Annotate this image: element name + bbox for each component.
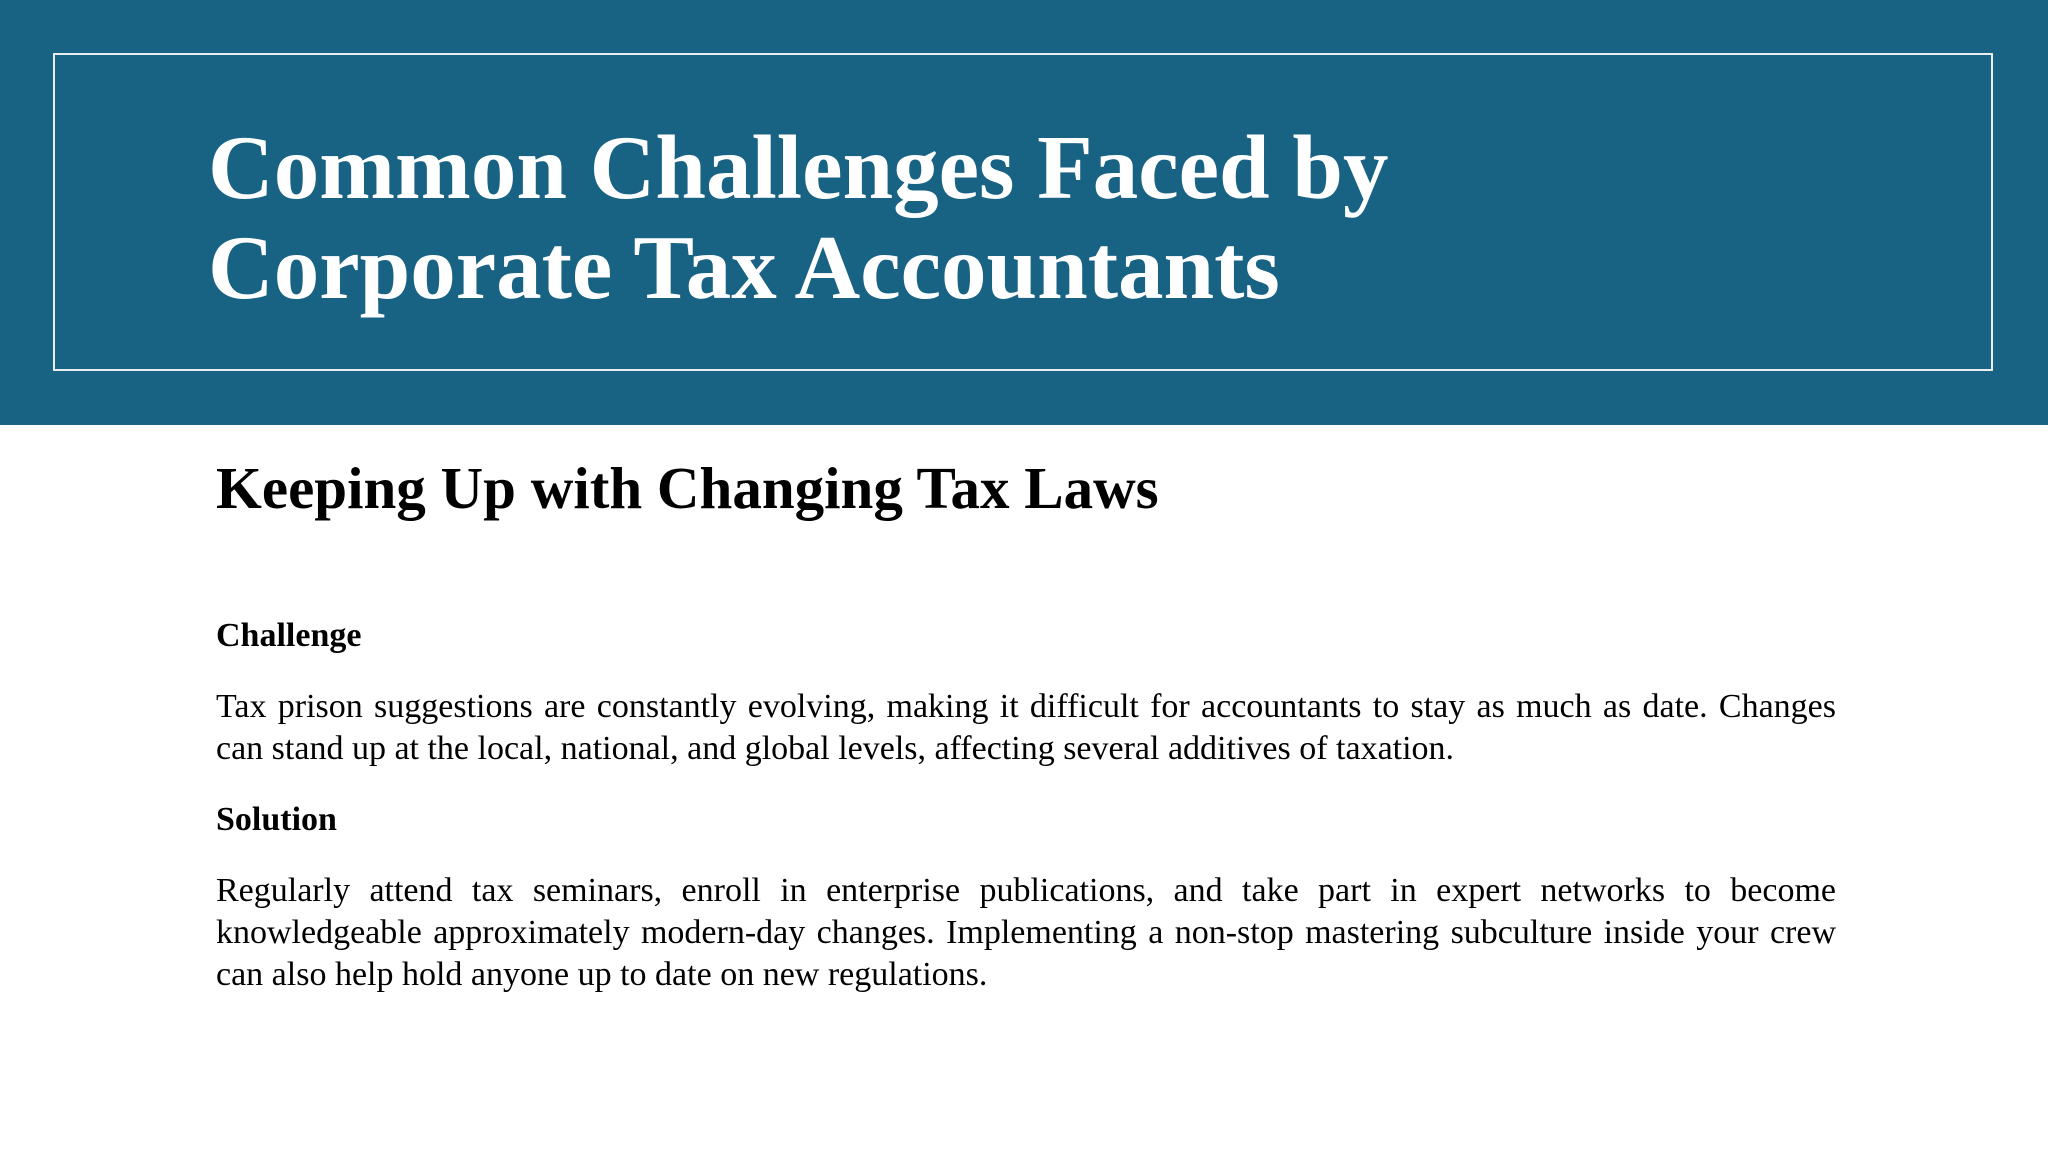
solution-label: Solution (216, 801, 337, 838)
section-heading: Keeping Up with Changing Tax Laws (216, 455, 1159, 521)
content-area (216, 448, 1836, 996)
header-band (0, 0, 2048, 425)
challenge-label: Challenge (216, 617, 362, 654)
solution-paragraph: Regularly attend tax seminars, enroll in enterprise publications, and take part in expert networks to become knowledgeable approximately modern-day changes. Implementing a non-stop mastering subculture inside your crew can also help hold anyone up to date on new regulations. (216, 872, 1836, 993)
challenge-paragraph: Tax prison suggestions are constantly evolving, making it difficult for accountants to stay as much as date. Changes can stand up at the local, national, and global levels, affecting several additives of taxation. (216, 688, 1836, 767)
slide-title: Common Challenges Faced by Corporate Tax Accountants (208, 117, 1389, 318)
